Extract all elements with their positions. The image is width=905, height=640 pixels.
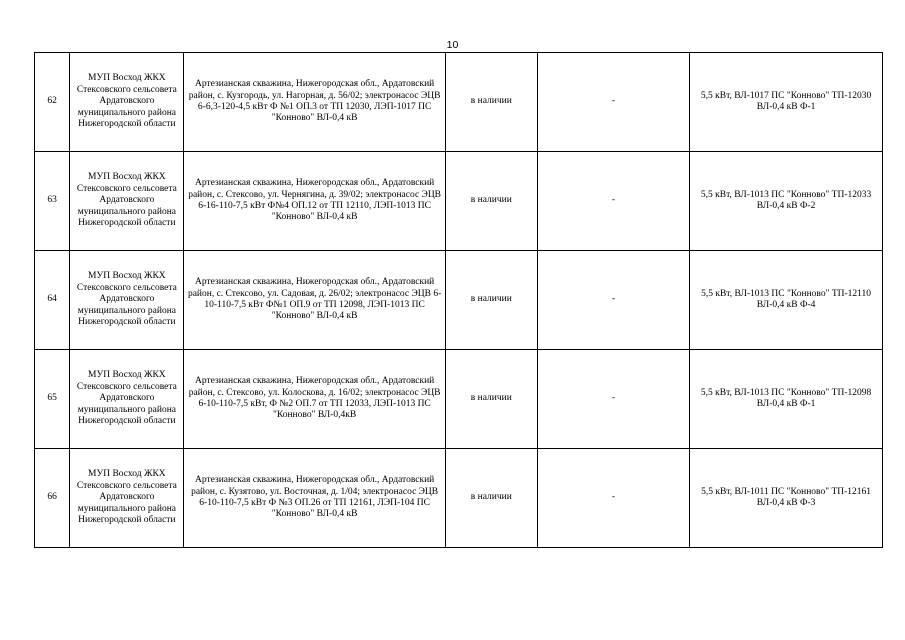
row-number-cell: 62	[35, 53, 70, 152]
owner-cell: МУП Восход ЖКХ Стексовского сельсовета Ардатовского муниципального района Нижегородской области	[70, 449, 184, 548]
owner-cell: МУП Восход ЖКХ Стексовского сельсовета Ардатовского муниципального района Нижегородской области	[70, 53, 184, 152]
owner-cell: МУП Восход ЖКХ Стексовского сельсовета Ардатовского муниципального района Нижегородской области	[70, 350, 184, 449]
empty-value-cell: -	[537, 449, 689, 548]
empty-value-cell: -	[537, 251, 689, 350]
table-row	[35, 251, 883, 350]
status-cell: в наличии	[445, 53, 537, 152]
object-description-cell: Артезианская скважина, Нижегородская обл., Ардатовский район, с. Стексово, ул. Чернягина, д. 39/02; электронасос ЭЦВ 6-16-110-7,5 кВт Ф№4 ОП.12 от ТП 12110, ЛЭП-1013 ПС "Конново" ВЛ-0,4 кВ	[184, 152, 445, 251]
power-connection-cell: 5,5 кВт, ВЛ-1013 ПС "Конново" ТП-12098 ВЛ-0,4 кВ Ф-1	[690, 350, 883, 449]
registry-table	[34, 52, 883, 548]
power-connection-cell: 5,5 кВт, ВЛ-1011 ПС "Конново" ТП-12161 ВЛ-0,4 кВ Ф-3	[690, 449, 883, 548]
row-number-cell: 64	[35, 251, 70, 350]
row-number-cell: 63	[35, 152, 70, 251]
empty-value-cell: -	[537, 350, 689, 449]
table-row	[35, 449, 883, 548]
power-connection-cell: 5,5 кВт, ВЛ-1017 ПС "Конново" ТП-12030 ВЛ-0,4 кВ Ф-1	[690, 53, 883, 152]
status-cell: в наличии	[445, 449, 537, 548]
power-connection-cell: 5,5 кВт, ВЛ-1013 ПС "Конново" ТП-12033 ВЛ-0,4 кВ Ф-2	[690, 152, 883, 251]
status-cell: в наличии	[445, 350, 537, 449]
object-description-cell: Артезианская скважина, Нижегородская обл., Ардатовский район, с. Кузятово, ул. Восточная, д. 1/04; электронасос ЭЦВ 6-10-110-7,5 кВт Ф №3 ОП.26 от ТП 12161, ЛЭП-104 ПС "Конново" ВЛ-0,4 кВ	[184, 449, 445, 548]
page-number: 10	[446, 39, 459, 51]
table-row	[35, 350, 883, 449]
row-number-cell: 65	[35, 350, 70, 449]
row-number-cell: 66	[35, 449, 70, 548]
object-description-cell: Артезианская скважина, Нижегородская обл., Ардатовский район, с. Стексово, ул. Колоскова, д. 16/02; электронасос ЭЦВ 6-10-110-7,5 кВт, Ф №2 ОП.7 от ТП 12033, ЛЭП-1013 ПС "Конново" ВЛ-0,4кВ	[184, 350, 445, 449]
status-cell: в наличии	[445, 251, 537, 350]
empty-value-cell: -	[537, 53, 689, 152]
table-row	[35, 53, 883, 152]
object-description-cell: Артезианская скважина, Нижегородская обл., Ардатовский район, с. Кузгородь, ул. Нагорная, д. 56/02; электронасос ЭЦВ 6-6,3-120-4,5 кВт Ф №1 ОП.3 от ТП 12030, ЛЭП-1017 ПС "Конново" ВЛ-0,4 кВ	[184, 53, 445, 152]
object-description-cell: Артезианская скважина, Нижегородская обл., Ардатовский район, с. Стексово, ул. Садовая, д. 26/02; электронасос ЭЦВ 6-10-110-7,5 кВт Ф№1 ОП.9 от ТП 12098, ЛЭП-1013 ПС "Конново" ВЛ-0,4 кВ	[184, 251, 445, 350]
empty-value-cell: -	[537, 152, 689, 251]
table-row	[35, 152, 883, 251]
owner-cell: МУП Восход ЖКХ Стексовского сельсовета Ардатовского муниципального района Нижегородской области	[70, 251, 184, 350]
power-connection-cell: 5,5 кВт, ВЛ-1013 ПС "Конново" ТП-12110 ВЛ-0,4 кВ Ф-4	[690, 251, 883, 350]
status-cell: в наличии	[445, 152, 537, 251]
owner-cell: МУП Восход ЖКХ Стексовского сельсовета Ардатовского муниципального района Нижегородской области	[70, 152, 184, 251]
